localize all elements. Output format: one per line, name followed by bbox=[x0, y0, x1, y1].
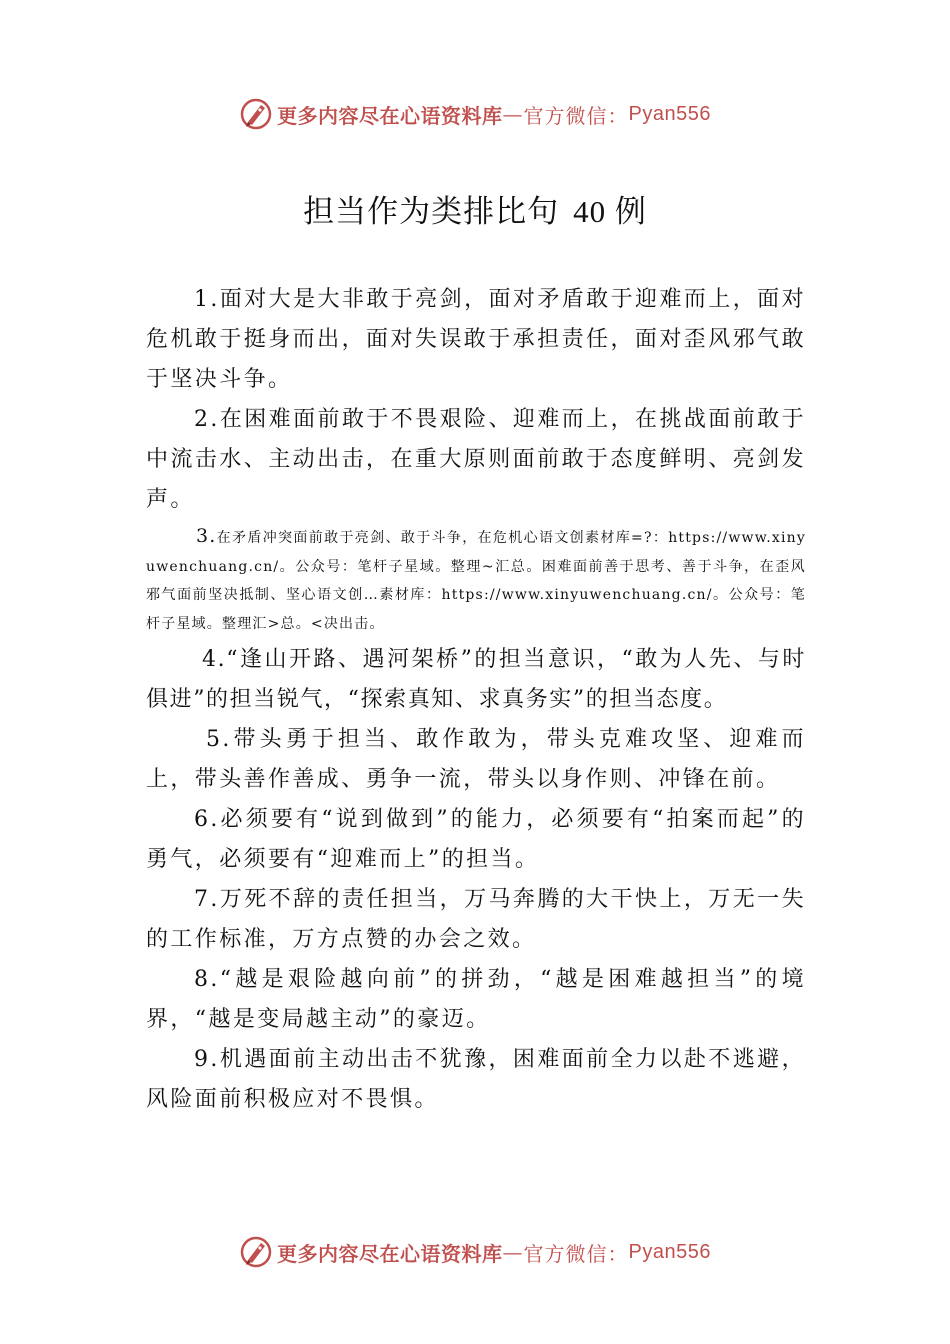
paragraph-3 bbox=[146, 522, 806, 638]
header-banner-main-text: 更多内容尽在心语资料库 bbox=[277, 103, 503, 128]
paragraph-8: 8.“越是艰险越向前”的拼劲，“越是困难越担当”的境界，“越是变局越主动”的豪迈。 bbox=[146, 967, 806, 1032]
document-body bbox=[146, 280, 806, 1120]
paragraph-4: 4.“逢山开路、遇河架桥”的担当意识，“敢为人先、与时俱进”的担当锐气，“探索真知、求真务实”的担当态度。 bbox=[146, 647, 806, 712]
header-watermark-banner bbox=[0, 94, 950, 134]
footer-banner-wechat-label: 官方微信： bbox=[523, 1241, 629, 1266]
page-title-text: 担当作为类排比句 bbox=[303, 194, 560, 230]
pen-logo-icon bbox=[239, 97, 273, 131]
paragraph-5: 5.带头勇于担当、敢作敢为，带头克难攻坚、迎难而上，带头善作善成、勇争一流，带头以身作则、冲锋在前。 bbox=[146, 727, 806, 792]
page-title bbox=[0, 186, 950, 231]
paragraph-9: 9.机遇面前主动出击不犹豫，困难面前全力以赴不逃避，风险面前积极应对不畏惧。 bbox=[146, 1047, 806, 1112]
footer-watermark-banner bbox=[0, 1232, 950, 1272]
footer-banner-dash: — bbox=[502, 1240, 524, 1264]
page-title-count: 40 例 bbox=[573, 194, 647, 229]
header-banner-wechat-id: Pyan556 bbox=[628, 102, 711, 125]
footer-banner-main-text: 更多内容尽在心语资料库 bbox=[277, 1241, 503, 1266]
paragraph-6: 6.必须要有“说到做到”的能力，必须要有“拍案而起”的勇气，必须要有“迎难而上”的担当。 bbox=[146, 807, 806, 872]
footer-banner-wechat-id: Pyan556 bbox=[628, 1240, 711, 1263]
paragraph-1: 1.面对大是大非敢于亮剑，面对矛盾敢于迎难而上，面对危机敢于挺身而出，面对失误敢于承担责任，面对歪风邪气敢于坚决斗争。 bbox=[146, 287, 806, 392]
header-banner-dash: — bbox=[502, 102, 524, 126]
paragraph-3-number: 3. bbox=[196, 525, 217, 547]
paragraph-2: 2.在困难面前敢于不畏艰险、迎难而上，在挑战面前敢于中流击水、主动出击，在重大原则面前敢于态度鲜明、亮剑发声。 bbox=[146, 407, 806, 512]
paragraph-3-text: 在矛盾冲突面前敢于亮剑、敢于斗争，在危机心语文创素材库=?：https://www.xinyuwenchuang.cn/。公众号：笔杆子星域。整理~汇总。困难面前善于思考、善于斗争，在歪风邪气面前坚决抵制、坚心语文创…素材库：https://www.xinyuwenchuang.cn/。公众号：笔杆子星域。整理汇>总。<决出击。 bbox=[146, 530, 806, 632]
paragraph-7: 7.万死不辞的责任担当，万马奔腾的大干快上，万无一失的工作标准，万方点赞的办会之效。 bbox=[146, 887, 806, 952]
header-banner-wechat-label: 官方微信： bbox=[523, 103, 629, 128]
pen-logo-icon bbox=[239, 1235, 273, 1269]
